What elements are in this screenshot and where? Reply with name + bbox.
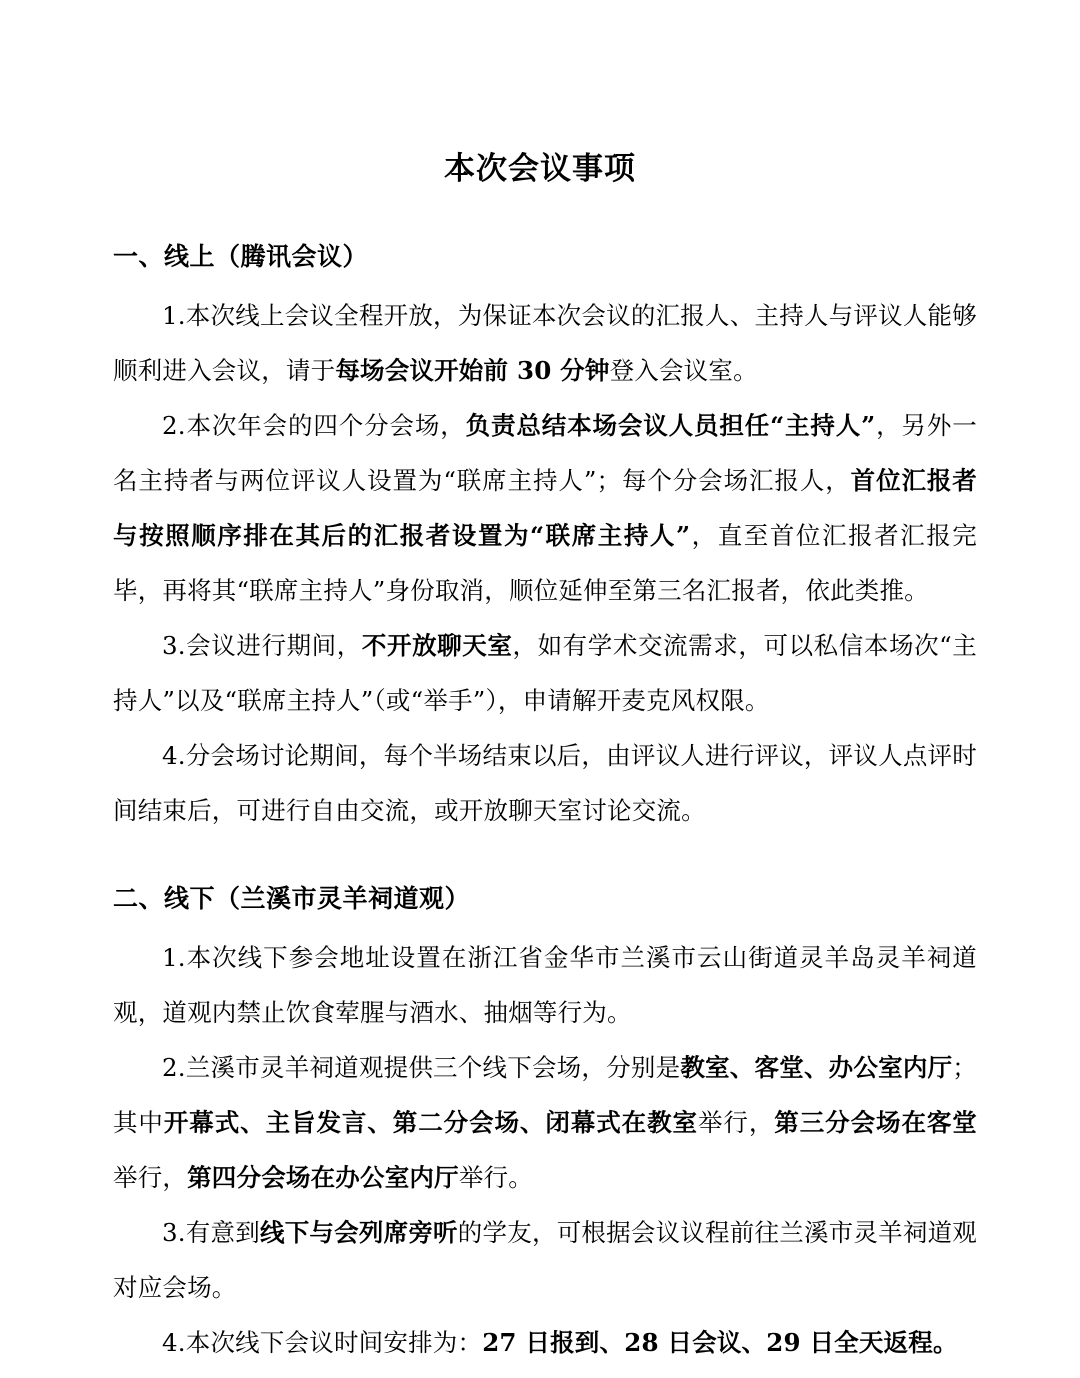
text-run: 1.本次线下参会地址设置在浙江省金华市兰溪市云山街道灵羊岛灵羊祠道观，道观内禁止饮食荤腥与酒水、抽烟等行为。 [113, 943, 977, 1027]
paragraph-online-4 [113, 728, 977, 838]
emphasis-run: 线下与会列席旁听 [259, 1218, 458, 1247]
text-run: ，直至首位汇报者汇报完毕，再将其“联席主持人”身份取消，顺位延伸至第三名汇报者，依此类推。 [113, 521, 977, 605]
text-run: 举行。 [458, 1163, 533, 1192]
text-run: 的学友，可根据会议议程前往兰溪市灵羊祠道观对应会场。 [113, 1218, 977, 1302]
text-run: ，另外一名主持者与两位评议人设置为“联席主持人”；每个分会场汇报人， [113, 411, 977, 495]
emphasis-run: 第四分会场在办公室内厅 [187, 1163, 459, 1192]
emphasis-run: 开幕式、主旨发言、第二分会场、闭幕式在教室 [163, 1108, 698, 1137]
text-run: 2.本次年会的四个分会场， [162, 411, 466, 440]
emphasis-run: 不开放聊天室 [361, 631, 513, 660]
paragraph-offline-2 [113, 1040, 977, 1205]
emphasis-run: 负责总结本场会议人员担任“主持人” [465, 411, 876, 440]
text-run: ；其中 [113, 1053, 977, 1137]
emphasis-run: 第三分会场在客堂 [774, 1108, 978, 1137]
paragraph-offline-4 [113, 1315, 977, 1370]
emphasis-run: 27 日报到、28 日会议、29 日全天返程。 [482, 1328, 958, 1357]
page-title: 本次会议事项 [444, 151, 636, 187]
emphasis-run: 每场会议开始前 30 分钟 [335, 356, 610, 385]
section-heading-online: 一、线上（腾讯会议） [113, 242, 369, 271]
text-run: 4.本次线下会议时间安排为： [162, 1328, 483, 1357]
text-run: 2.兰溪市灵羊祠道观提供三个线下会场，分别是 [162, 1053, 681, 1082]
text-run: 4.分会场讨论期间，每个半场结束以后，由评议人进行评议，评议人点评时间结束后，可进行自由交流，或开放聊天室讨论交流。 [113, 741, 977, 825]
text-run: 举行， [697, 1108, 775, 1137]
text-run: ，如有学术交流需求，可以私信本场次“主持人”以及“联席主持人”（或“举手”），申请解开麦克风权限。 [113, 631, 977, 715]
paragraph-offline-1 [113, 930, 977, 1040]
section-heading-offline: 二、线下（兰溪市灵羊祠道观） [113, 884, 471, 913]
document-body [113, 240, 977, 1370]
text-run: 举行， [113, 1163, 188, 1192]
emphasis-run: 教室、客堂、办公室内厅 [680, 1053, 953, 1082]
text-run: 3.会议进行期间， [162, 631, 362, 660]
text-run: 1.本次线上会议全程开放，为保证本次会议的汇报人、主持人与评议人能够顺利进入会议，请于 [113, 301, 977, 385]
paragraph-online-1 [113, 288, 977, 398]
emphasis-run: 首位汇报者与按照顺序排在其后的汇报者设置为“联席主持人” [113, 466, 977, 550]
paragraph-online-2 [113, 398, 977, 618]
paragraph-offline-3 [113, 1205, 977, 1315]
text-run: 3.有意到 [162, 1218, 260, 1247]
paragraph-online-3 [113, 618, 977, 728]
text-run: 登入会议室。 [609, 356, 758, 385]
